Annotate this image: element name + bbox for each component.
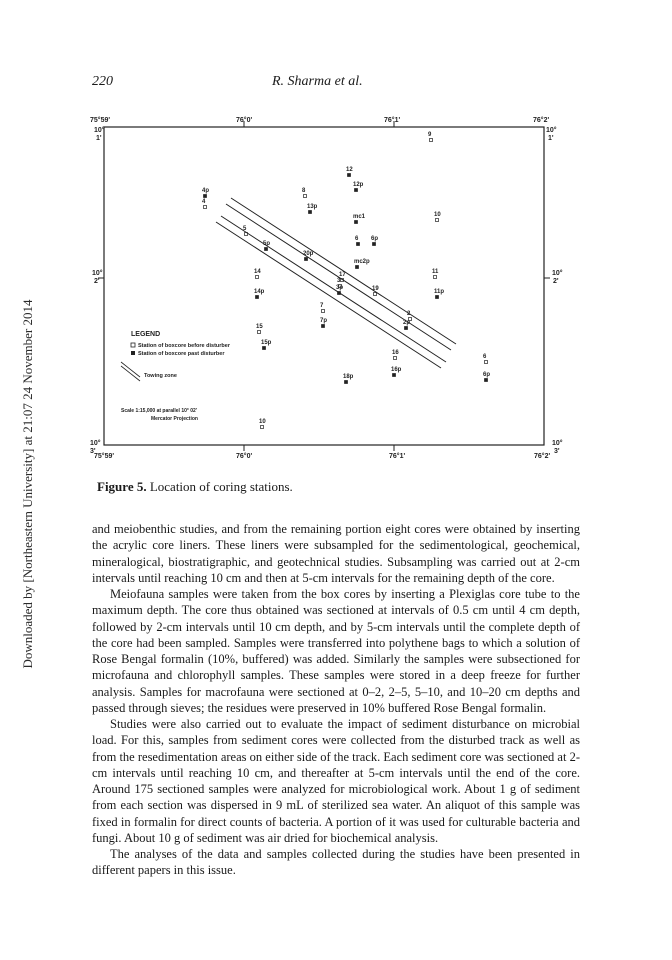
station-label: 6 (483, 354, 487, 360)
station-marker (405, 327, 408, 330)
station-marker (374, 293, 377, 296)
legend-filled-square (131, 351, 135, 355)
coord-right-mid-min: 2' (553, 278, 559, 285)
legend-open-square (131, 343, 135, 347)
station-marker (261, 426, 264, 429)
coord-left-top-min: 1' (96, 135, 102, 142)
legend-towing-symbol (121, 362, 140, 381)
station-label: 8 (302, 188, 306, 194)
station-8 (302, 188, 307, 198)
station-marker (309, 211, 312, 214)
coord-left-bot-min: 3' (90, 448, 96, 455)
station-label: 13p (307, 204, 318, 210)
station-10 (259, 419, 266, 429)
coord-bot-mid: 76°0' (236, 453, 253, 460)
station-18p (343, 374, 354, 384)
station-marker (430, 139, 433, 142)
coord-bot-right-mid: 76°1' (389, 453, 406, 460)
station-label: 4 (202, 199, 206, 205)
caption-label: Figure 5. (97, 479, 147, 494)
page-header (92, 74, 582, 90)
station-label: 16p (391, 367, 402, 373)
legend-projection: Mercator Projection (151, 416, 198, 422)
figure-caption (97, 479, 577, 495)
station-6 (355, 236, 360, 246)
coord-right-top-min: 1' (548, 135, 554, 142)
station-label: 7p (320, 318, 328, 324)
legend-before: Station of boxcore before disturber (138, 343, 230, 349)
station-marker (263, 347, 266, 350)
body-text (92, 521, 580, 879)
station-11 (432, 269, 439, 279)
coord-left-mid-deg: 10° (92, 270, 103, 277)
station-mc1 (353, 214, 366, 224)
station-marker (348, 174, 351, 177)
coord-top-right-mid: 76°1' (384, 117, 401, 124)
station-marker (204, 206, 207, 209)
map-frame (104, 127, 544, 445)
station-label: 14 (254, 269, 261, 275)
station-12p (353, 182, 364, 192)
station-marker (394, 357, 397, 360)
station-map (84, 112, 582, 464)
paragraph-1: and meiobenthic studies, and from the remaining portion eight cores were obtained by inserting the acrylic core liners. These liners were subsampled for the sedimentological, geochemical, mineralogical, biostratigraphic, and geotechnical studies. Subsampling was carried out at 2-cm intervals until reaching 10 cm and then at 5-cm intervals for the remaining depth of the core. (92, 522, 580, 585)
station-label: 18p (343, 374, 354, 380)
station-2p (403, 320, 410, 330)
paragraph-3: Studies were also carried out to evaluate the impact of sediment disturbance on microbial load. For this, samples from sediment cores were collected from the disturbed track as well as from the resedimentation areas on either side of the track. Each sediment core was sectioned at 2-cm intervals until reaching 10 cm, and thereafter at 5-cm intervals until the end of the core. Around 175 sectioned samples were analyzed for microbiological work. About 1 g of sediment from each section was dispersed in 9 mL of sterilized sea water. An aliquot of this sample was fixed in formalin for direct counts of bacteria. A portion of it was used for culturable bacteria and fungi. About 10 g of sediment was air dried for biochemical analysis. (92, 717, 580, 845)
station-marker (356, 266, 359, 269)
station-4p (202, 188, 209, 198)
coord-top-right: 76°2' (533, 117, 550, 124)
station-label: 15 (256, 324, 263, 330)
towing-zone-band (216, 198, 456, 368)
paragraph-4: The analyses of the data and samples collected during the studies have been presented in different papers in this issue. (92, 847, 580, 878)
station-label: 14p (254, 289, 265, 295)
station-marker (265, 248, 268, 251)
station-marker (355, 221, 358, 224)
station-13p (307, 204, 318, 214)
station-map-figure (84, 112, 582, 464)
paragraph-2: Meiofauna samples were taken from the box cores by inserting a Plexiglas core tube to the maximum depth. The core thus obtained was sectioned at intervals of 0.5 cm until 4 cm depth, followed by 2-cm intervals until 10 cm depth, and by 5-cm intervals until the complete depth of the core had been sampled. Samples were transferred into polythene bags to which a solution of Rose Bengal formalin (10%, buffered) was added. Similarly the samples were subsectioned for microfauna and chlorophyll samples. These samples were stored in a deep freeze for further analysis. Samples for macrofauna were sectioned at 0–2, 2–5, 5–10, and 10–20 cm depths and passed through sieves; the residues were preserved in 10% buffered Rose Bengal formalin. (92, 587, 580, 715)
legend-title: LEGEND (131, 331, 161, 338)
station-marker (204, 195, 207, 198)
station-marker (357, 243, 360, 246)
station-marker (345, 381, 348, 384)
coord-left-top-deg: 10° (94, 127, 105, 134)
station-label: 2p (403, 320, 411, 326)
station-marker (305, 258, 308, 261)
station-label: 12p (353, 182, 364, 188)
station-marker (256, 296, 259, 299)
map-legend (121, 331, 231, 422)
station-label: 10 (259, 419, 266, 425)
page-number: 220 (92, 74, 113, 89)
station-label: 12 (346, 167, 353, 173)
station-label: mc2p (354, 259, 370, 265)
coord-bot-left: 75°59' (94, 453, 115, 460)
station-14 (254, 269, 261, 279)
station-mc2p (354, 259, 370, 269)
station-15p (261, 340, 272, 350)
station-7 (320, 303, 325, 313)
station-9 (428, 132, 433, 142)
coord-left-bot-deg: 10° (90, 440, 101, 447)
station-10 (434, 212, 441, 222)
station-label: 9 (428, 132, 432, 138)
station-marker (485, 379, 488, 382)
coord-left-mid-min: 2' (94, 278, 100, 285)
stations-layer (202, 132, 490, 429)
station-12 (346, 167, 353, 177)
station-label: 5 (243, 226, 247, 232)
download-notice: Downloaded by [Northeastern University] at 21:07 24 November 2014 (20, 299, 35, 669)
station-label: 3 (337, 278, 341, 284)
station-marker (322, 310, 325, 313)
coord-right-top-deg: 10° (546, 127, 557, 134)
station-marker (393, 374, 396, 377)
station-label: 3p (336, 285, 344, 291)
running-head: R. Sharma et al. (272, 74, 363, 89)
station-marker (258, 331, 261, 334)
coord-right-bot-deg: 10° (552, 440, 563, 447)
station-7p (320, 318, 327, 328)
legend-after: Station of boxcore past disturber (138, 351, 225, 357)
coord-right-mid-deg: 10° (552, 270, 563, 277)
station-label: 6p (483, 372, 491, 378)
station-marker (304, 195, 307, 198)
station-label: 11p (434, 289, 445, 295)
station-5 (243, 226, 248, 236)
station-16 (392, 350, 399, 360)
station-label: 19 (372, 286, 379, 292)
station-label: 7 (320, 303, 324, 309)
station-6p (371, 236, 378, 246)
station-6p (483, 372, 490, 382)
station-14p (254, 289, 265, 299)
coord-top-mid: 76°0' (236, 117, 253, 124)
station-label: 17 (339, 272, 346, 278)
station-label: 4p (202, 188, 210, 194)
coord-bot-right: 76°2' (534, 453, 551, 460)
station-label: 5p (263, 241, 271, 247)
coord-top-left: 75°59' (90, 117, 111, 124)
station-marker (322, 325, 325, 328)
caption-text: Location of coring stations. (149, 479, 293, 494)
station-label: 6 (355, 236, 359, 242)
station-marker (436, 219, 439, 222)
station-label: 2 (407, 311, 411, 317)
station-5p (263, 241, 270, 251)
station-label: 10 (434, 212, 441, 218)
station-marker (373, 243, 376, 246)
station-marker (355, 189, 358, 192)
station-4 (202, 199, 207, 209)
station-20p (303, 251, 314, 261)
station-label: mc1 (353, 214, 366, 220)
station-marker (338, 292, 341, 295)
station-6 (483, 354, 488, 364)
station-label: 20p (303, 251, 314, 257)
station-marker (485, 361, 488, 364)
station-label: 15p (261, 340, 272, 346)
station-marker (256, 276, 259, 279)
station-label: 6p (371, 236, 379, 242)
station-marker (436, 296, 439, 299)
station-label: 16 (392, 350, 399, 356)
station-marker (434, 276, 437, 279)
frame-ticks (98, 121, 550, 451)
station-16p (391, 367, 402, 377)
station-label: 11 (432, 269, 439, 275)
station-11p (434, 289, 444, 299)
station-3p (336, 285, 343, 295)
station-15 (256, 324, 263, 334)
legend-towing: Towing zone (144, 373, 177, 379)
legend-scale: Scale 1:15,000 at parallel 10° 02' (121, 408, 198, 414)
coord-right-bot-min: 3' (554, 448, 560, 455)
